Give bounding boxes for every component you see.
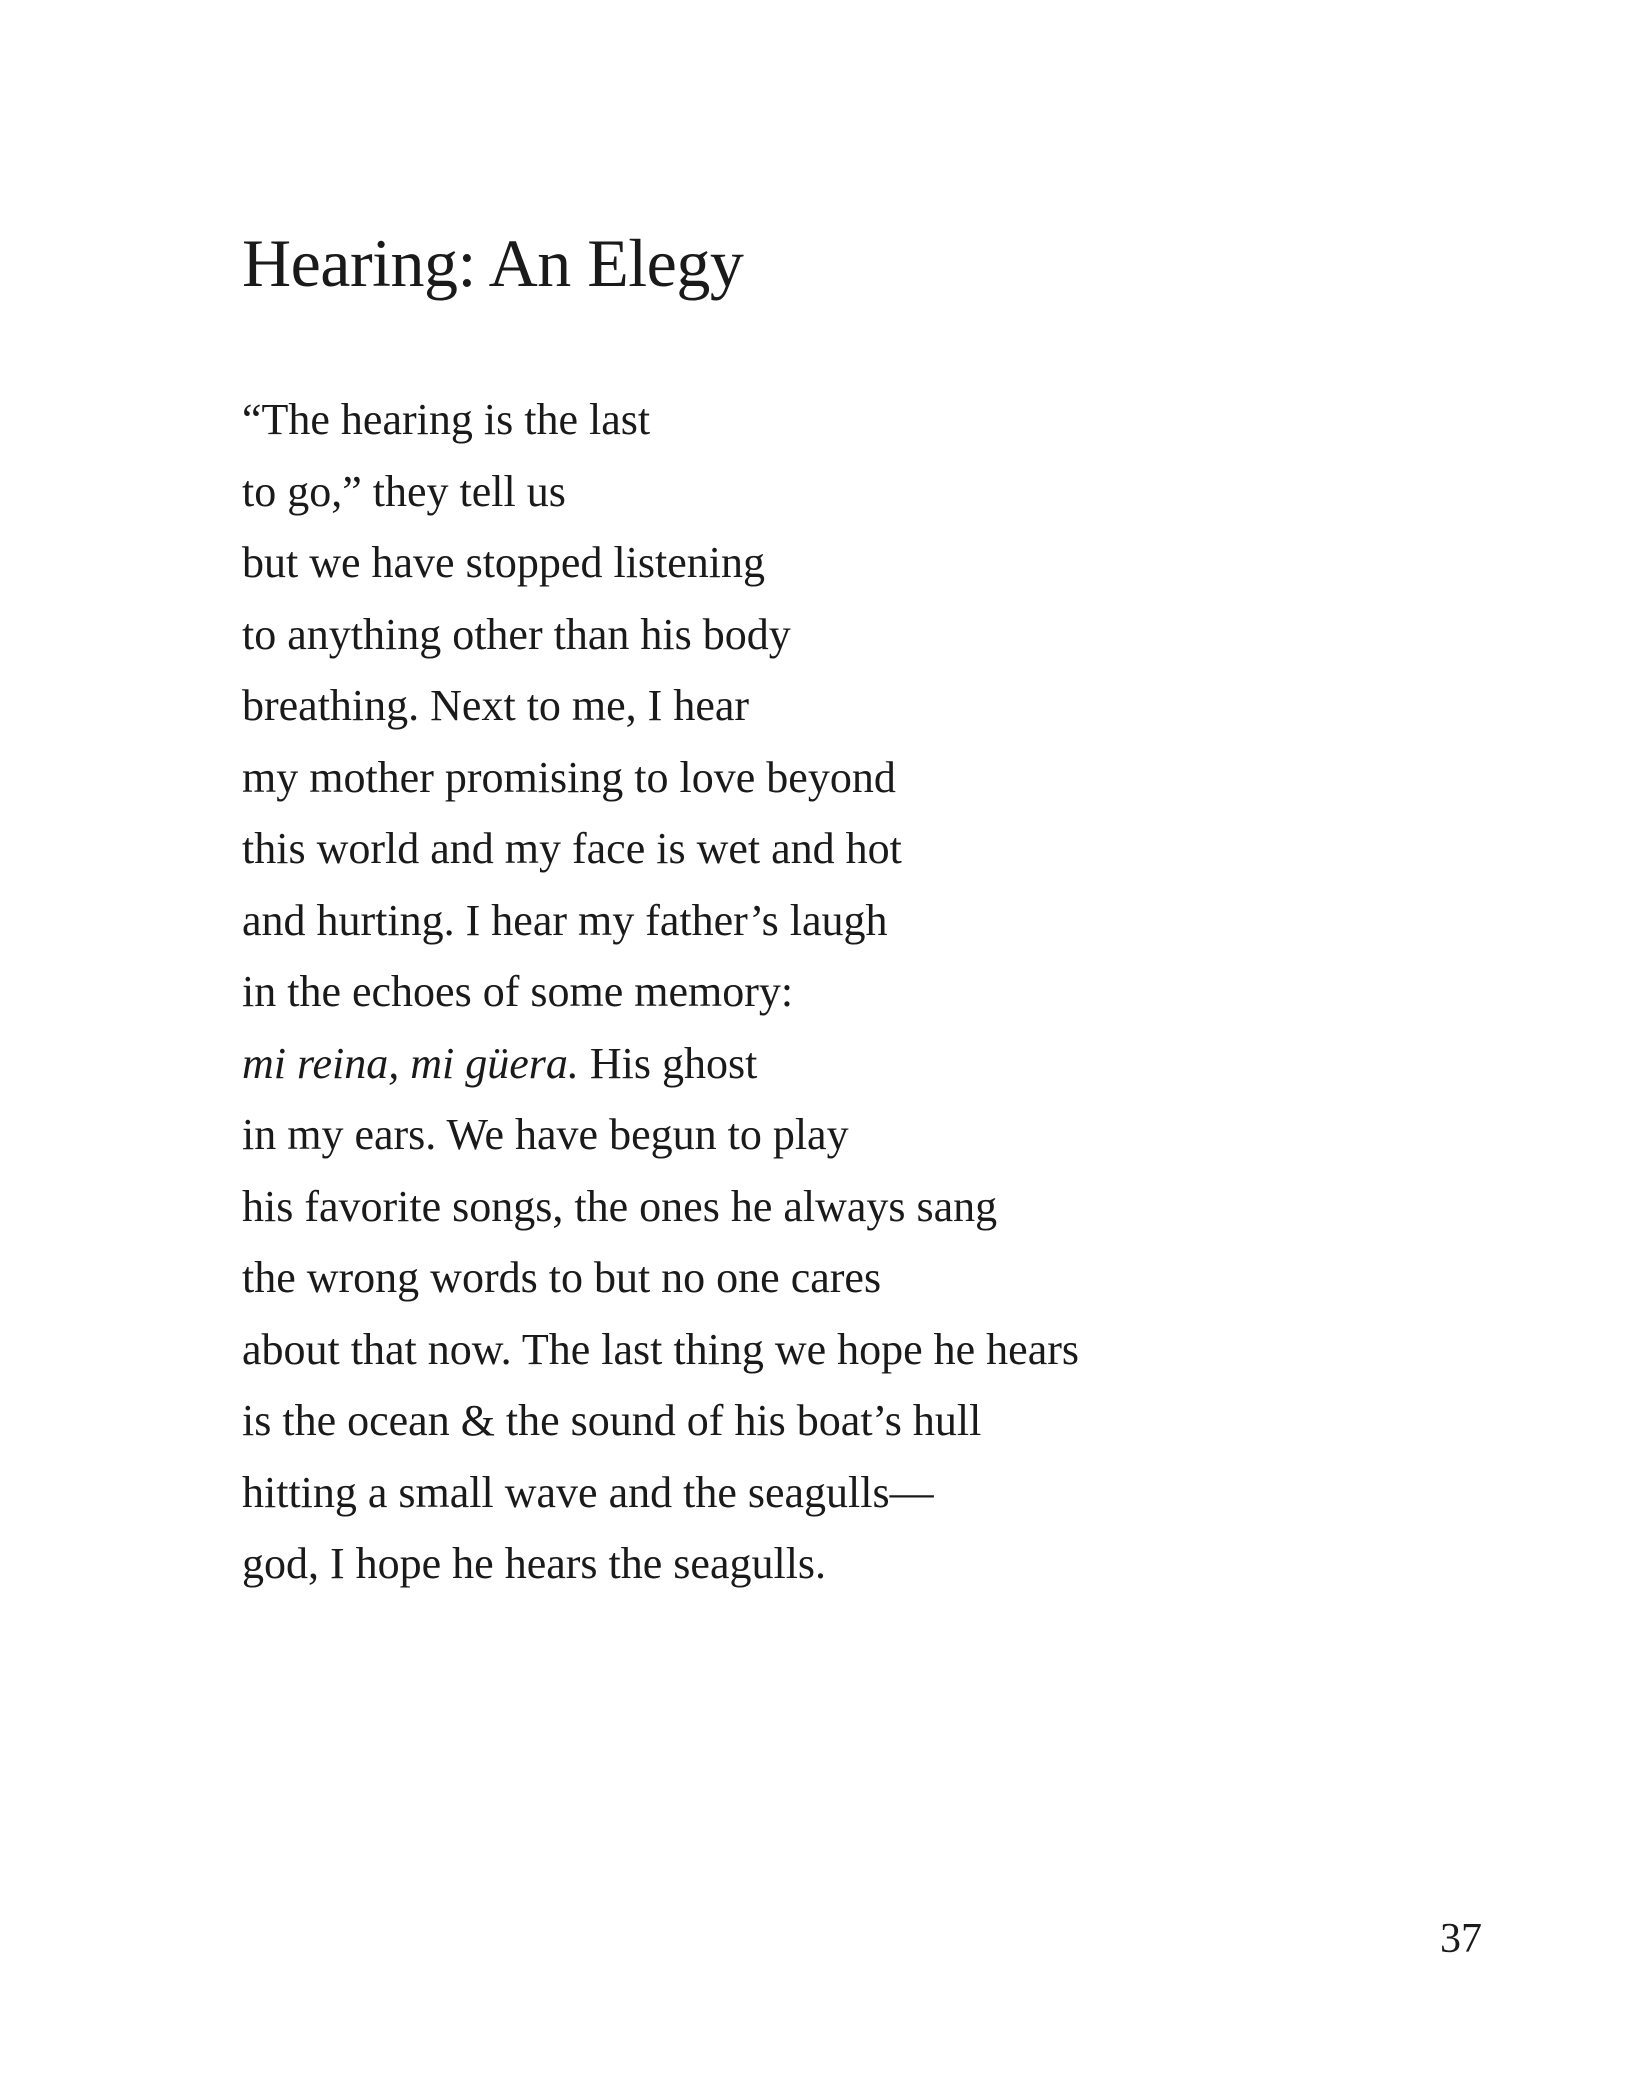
poem-line: his favorite songs, the ones he always sang [242,1181,998,1231]
poem-line: my mother promising to love beyond [242,752,896,802]
poem-line-italic-phrase: mi reina, mi güera. [242,1038,579,1088]
poem-line [242,1028,1442,1100]
page-number: 37 [1440,1916,1482,1962]
poem-line: “The hearing is the last [242,395,651,444]
poem-line: but we have stopped listening [242,538,766,587]
poem-line: breathing. Next to me, I hear [242,681,750,730]
poem-line: god, I hope he hears the seagulls. [242,1539,827,1588]
poem-line: hitting a small wave and the seagulls— [242,1467,934,1517]
poem-line: to go,” they tell us [242,466,566,516]
poem-title: Hearing: An Elegy [242,225,744,301]
poem-line: about that now. The last thing we hope he hears [242,1324,1080,1374]
poem-line: to anything other than his body [242,609,791,659]
poem-line: in the echoes of some memory: [242,967,794,1016]
poem-line: the wrong words to but no one cares [242,1253,882,1302]
poem-line: in my ears. We have begun to play [242,1110,849,1159]
poem-line: and hurting. I hear my father’s laugh [242,895,888,945]
poem-line-rest: His ghost [578,1038,758,1088]
poem-body [242,384,1442,1600]
poem-line: this world and my face is wet and hot [242,824,902,873]
poem-line: is the ocean & the sound of his boat’s hull [242,1396,982,1445]
